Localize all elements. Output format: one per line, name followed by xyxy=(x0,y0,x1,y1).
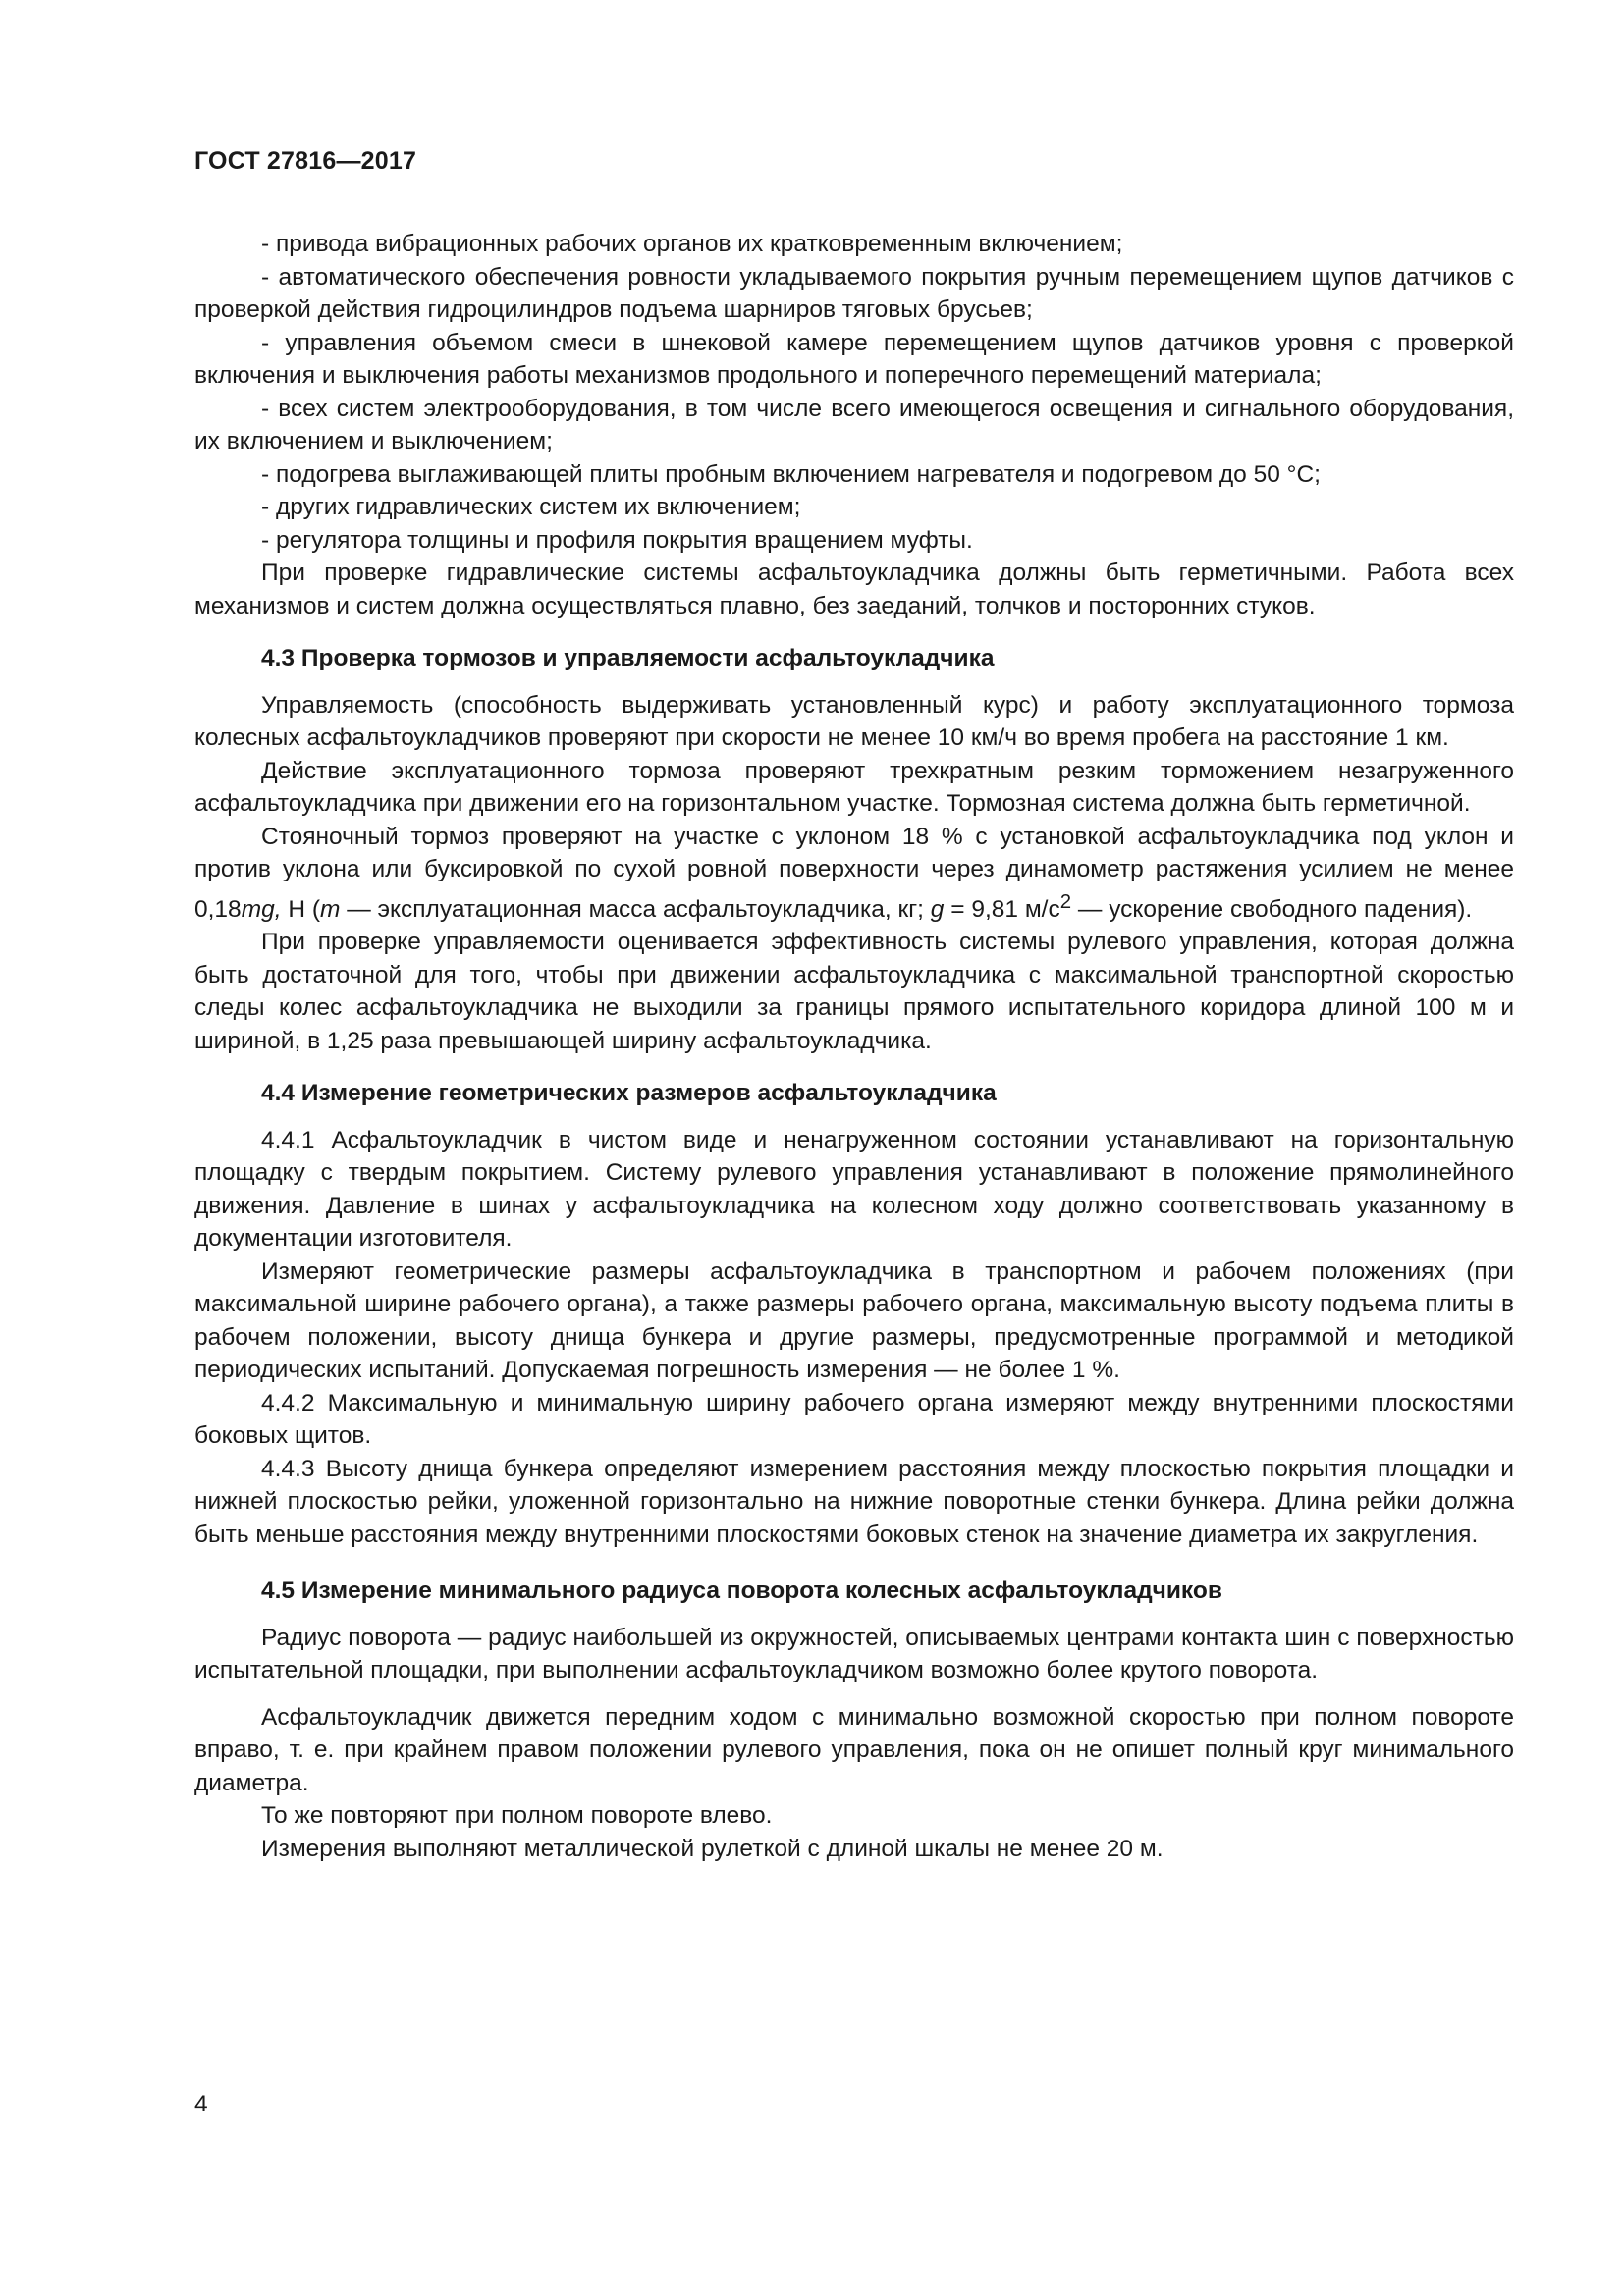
paragraph: Асфальтоукладчик движется передним ходом с минимально возможной скоростью при полном повороте вправо, т. е. при крайнем правом положении рулевого управления, пока он не опишет полный круг минимального диаметра. xyxy=(194,1703,1514,1796)
paragraph: 4.4.1 Асфальтоукладчик в чистом виде и ненагруженном состоянии устанавливают на горизонтальную площадку с твердым покрытием. Систему рулевого управления устанавливают в положение прямолинейного движения. Давление в шинах у асфальтоукладчика на колесном ходу должно соответствовать указанному в документации изготовителя. xyxy=(194,1126,1514,1253)
paragraph: Радиус поворота — радиус наибольшей из окружностей, описываемых центрами контакта шин с поверхностью испытательной площадки, при выполнении асфальтоукладчиком возможно более крутого поворота. xyxy=(194,1624,1514,1684)
text-run: Стояночный тормоз проверяют на участке с уклоном 18 % с установкой асфальтоукладчика под уклон и против уклона или буксировкой по сухой ровной поверхности через динамометр растяжения усилием не менее 0,18 xyxy=(194,823,1514,923)
paragraph: Управляемость (способность выдерживать установленный курс) и работу эксплуатационного тормоза колесных асфальтоукладчиков проверяют при скорости не менее 10 км/ч во время пробега на расстояние 1 км. xyxy=(194,691,1514,751)
formula-mg: mg, xyxy=(241,895,282,923)
paragraph: То же повторяют при полном повороте влево. xyxy=(261,1802,773,1830)
paragraph: Измерения выполняют металлической рулеткой с длиной шкалы не менее 20 м. xyxy=(261,1835,1164,1862)
superscript-exponent: 2 xyxy=(1059,890,1072,913)
list-item: - управления объемом смеси в шнековой камере перемещением щупов датчиков уровня с проверкой включения и выключения работы механизмов продольного и поперечного перемещений материала; xyxy=(194,329,1514,389)
list-item: - регулятора толщины и профиля покрытия вращением муфты. xyxy=(261,526,973,554)
paragraph: Действие эксплуатационного тормоза проверяют трехкратным резким торможением незагруженного асфальтоукладчика при движении его на горизонтальном участке. Тормозная система должна быть герметичной. xyxy=(194,757,1514,817)
section-heading-4-3: 4.3 Проверка тормозов и управляемости асфальтоукладчика xyxy=(261,645,995,671)
text-run: Н ( xyxy=(281,895,320,923)
document-body xyxy=(194,228,1514,1865)
document-code-header: ГОСТ 27816—2017 xyxy=(194,147,417,175)
variable-g: g xyxy=(930,895,945,923)
text-run: — ускорение свободного падения). xyxy=(1071,895,1473,923)
paragraph: 4.4.3 Высоту днища бункера определяют измерением расстояния между плоскостью покрытия площадки и нижней плоскостью рейки, уложенной горизонтально на нижние поворотные стенки бункера. Длина рейки должна быть меньше расстояния между внутренними плоскостями боковых стенок на значение диаметра их закругления. xyxy=(194,1455,1514,1548)
page-number: 4 xyxy=(194,2091,208,2117)
text-run: = 9,81 м/с xyxy=(944,895,1060,923)
paragraph-hydraulic: При проверке гидравлические системы асфальтоукладчика должны быть герметичными. Работа всех механизмов и систем должна осуществляться плавно, без заеданий, толчков и посторонних стуков. xyxy=(194,560,1514,619)
paragraph: 4.4.2 Максимальную и минимальную ширину рабочего органа измеряют между внутренними плоскостями боковых щитов. xyxy=(194,1389,1514,1450)
list-item: - подогрева выглаживающей плиты пробным включением нагревателя и подогревом до 50 °С; xyxy=(261,460,1321,488)
list-item: - привода вибрационных рабочих органов их кратковременным включением; xyxy=(261,231,1123,257)
list-item: - автоматического обеспечения ровности укладываемого покрытия ручным перемещением щупов датчиков с проверкой действия гидроцилиндров подъема шарниров тяговых брусьев; xyxy=(194,263,1514,323)
paragraph-parking-brake xyxy=(194,821,1514,927)
section-heading-4-4: 4.4 Измерение геометрических размеров асфальтоукладчика xyxy=(261,1080,997,1107)
paragraph: Измеряют геометрические размеры асфальтоукладчика в транспортном и рабочем положениях (при максимальной ширине рабочего органа), а также размеры рабочего органа, максимальную высоту подъема плиты в рабочем положении, высоту днища бункера и другие размеры, предусмотренные программой и методикой периодических испытаний. Допускаемая погрешность измерения — не более 1 %. xyxy=(194,1257,1514,1384)
paragraph: При проверке управляемости оценивается эффективность системы рулевого управления, которая должна быть достаточной для того, чтобы при движении асфальтоукладчика с максимальной транспортной скоростью следы колес асфальтоукладчика не выходили за границы прямого испытательного коридора длиной 100 м и шириной, в 1,25 раза превышающей ширину асфальтоукладчика. xyxy=(194,929,1514,1054)
list-item: - всех систем электрооборудования, в том числе всего имеющегося освещения и сигнального оборудования, их включением и выключением; xyxy=(194,395,1514,454)
text-run: — эксплуатационная масса асфальтоукладчика, кг; xyxy=(340,895,931,923)
variable-m: m xyxy=(320,895,341,923)
list-item: - других гидравлических систем их включением; xyxy=(261,494,801,520)
section-heading-4-5: 4.5 Измерение минимального радиуса поворота колесных асфальтоукладчиков xyxy=(261,1577,1222,1605)
